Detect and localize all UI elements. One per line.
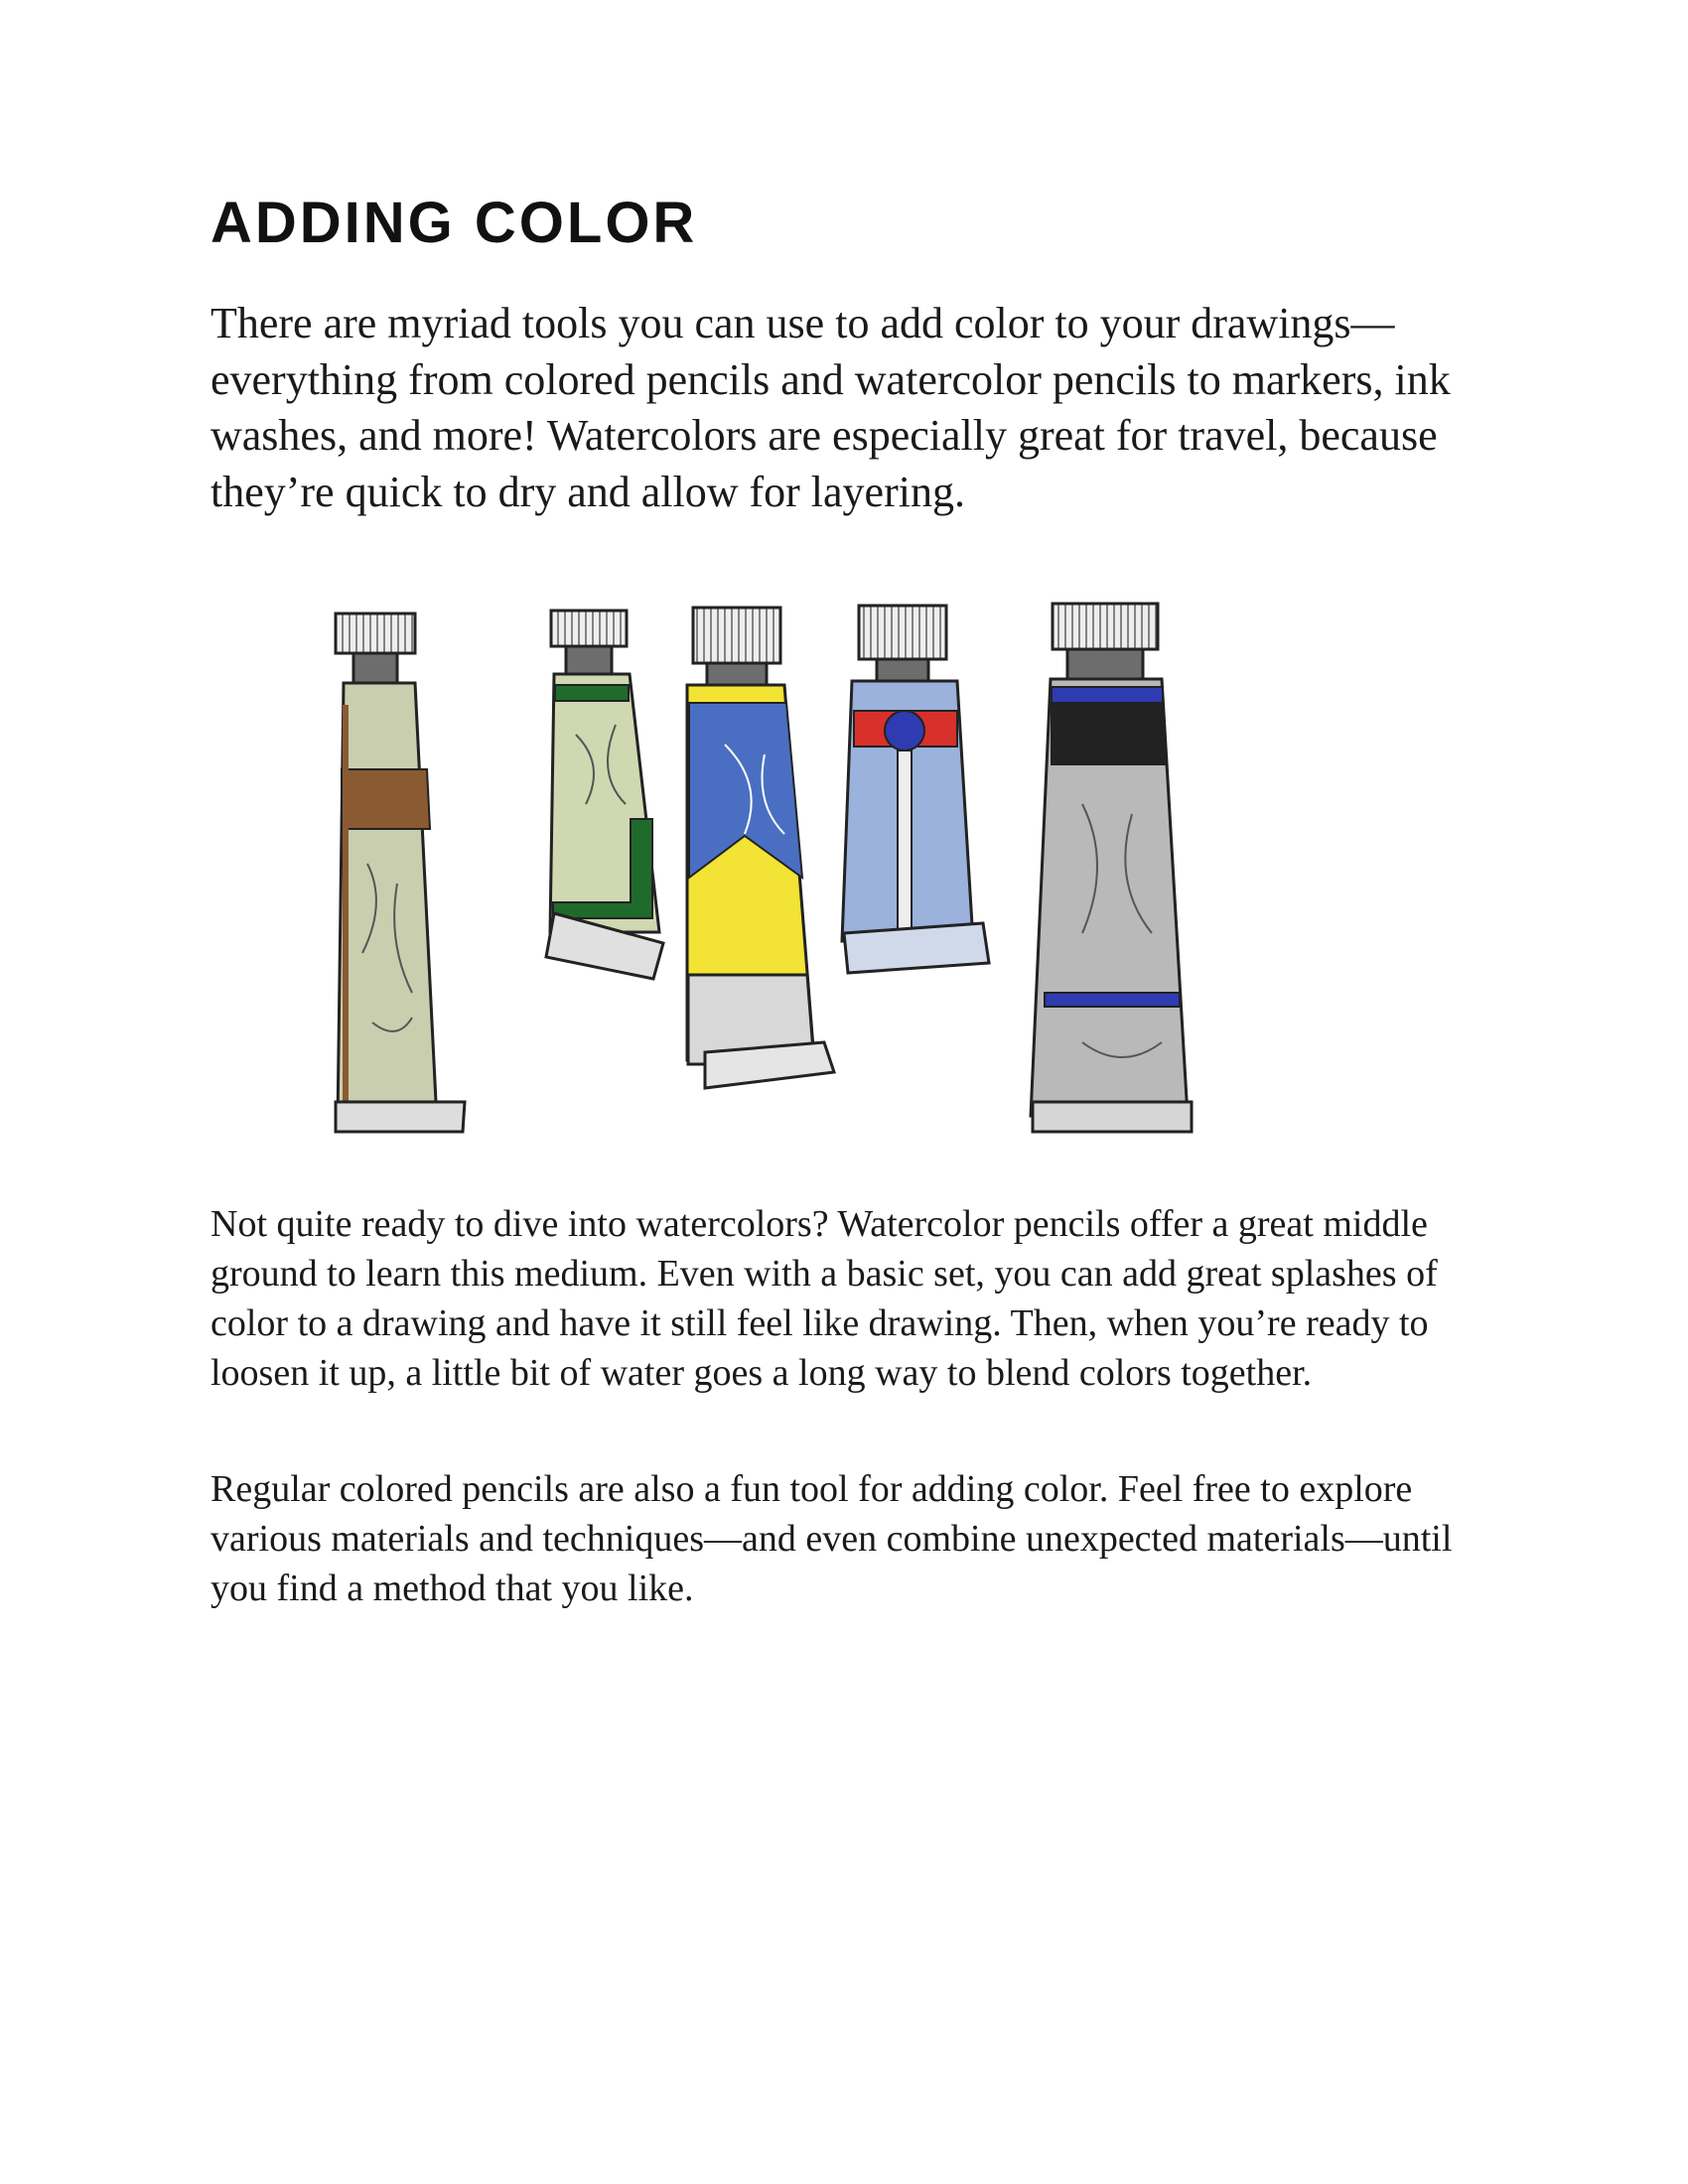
paint-tube-4 — [842, 606, 989, 973]
intro-paragraph: There are myriad tools you can use to add color to your drawings—everything from colored pencils and watercolor pencils to markers, ink washes, and more! Watercolors are especially great for travel, because they’re quick to dry and allow for layering. — [211, 299, 1451, 516]
page-heading: ADDING COLOR — [211, 191, 698, 255]
paint-tube-2 — [546, 611, 663, 979]
body-paragraph-watercolor-pencils: Not quite ready to dive into watercolors? Watercolor pencils offer a great middle ground to learn this medium. Even with a basic set, you can add great splashes of color to a drawing and have it still feel like drawing. Then, when you’re ready to loosen it up, a little bit of water goes a long way to blend colors together. — [211, 1203, 1438, 1394]
paint-tube-1 — [336, 614, 465, 1132]
body-paragraph-colored-pencils: Regular colored pencils are also a fun tool for adding color. Feel free to explore various materials and techniques—and even combine unexpected materials—until you find a method that you like. — [211, 1468, 1453, 1609]
paint-tube-3 — [687, 608, 834, 1088]
paint-tube-5 — [1031, 604, 1192, 1132]
paint-tubes-illustration — [328, 586, 1370, 1152]
